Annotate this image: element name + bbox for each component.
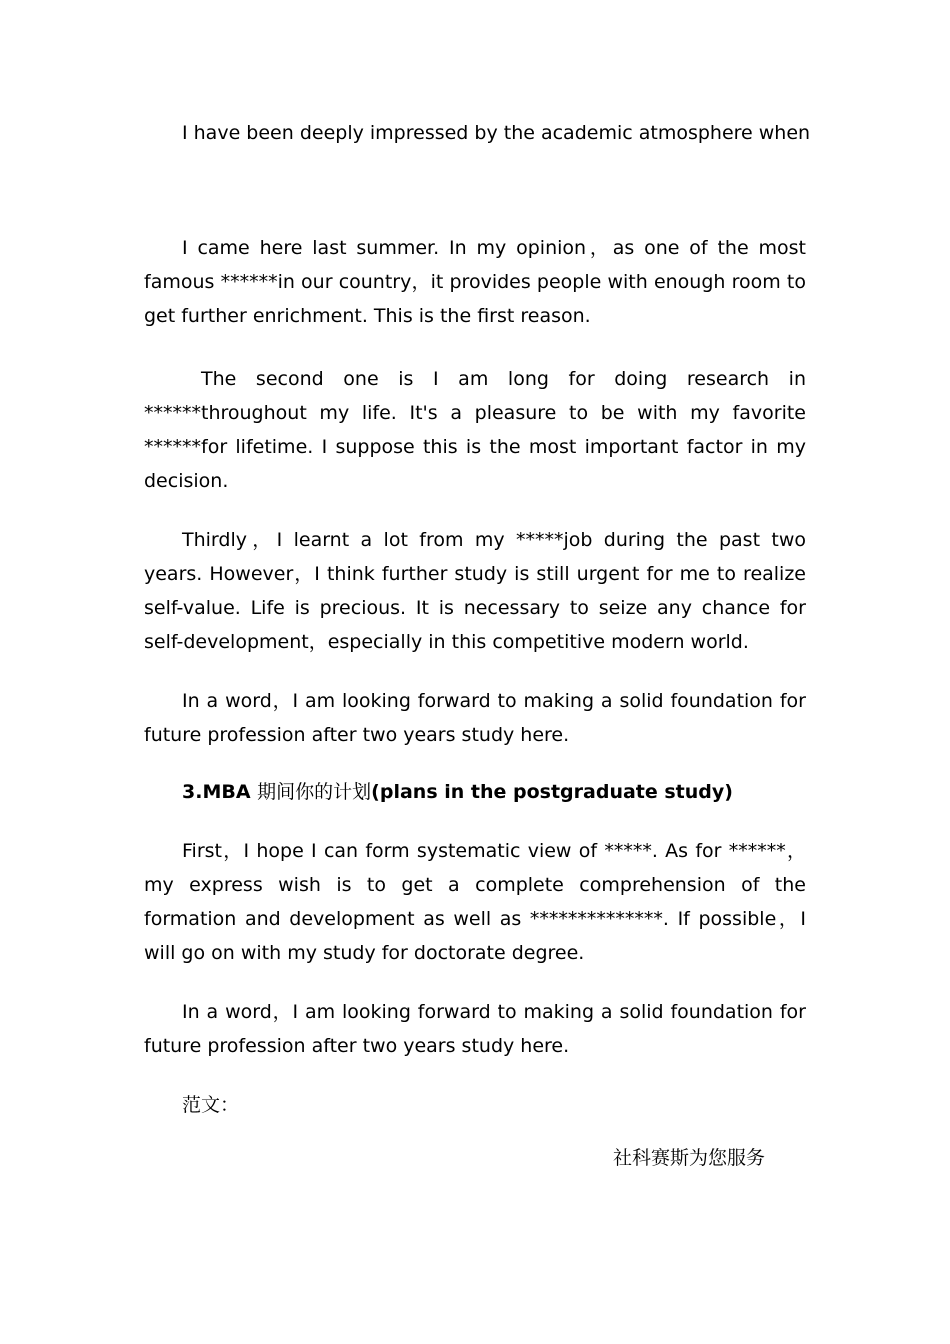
paragraph-third-reason: Thirdly，I learnt a lot from my *****job during the past two years. However，I think further study is still urgent for me to realize self-value. Life is precious. It is necessary to seize any chance for self-development，especially in this competitive modern world. [144,529,806,653]
paragraph-study-plan: First，I hope I can form systematic view of *****. As for ******，my express wish is to get a complete comprehension of the formation and development as well as **************. If possible，I will go on with my study for doctorate degree. [144,840,806,964]
footer-service-text: 社科赛斯为您服务 [613,1147,766,1169]
heading-chinese: 期间你的计划 [257,781,372,803]
section-heading [182,775,733,809]
heading-prefix: 3.MBA [182,781,258,803]
sample-essay-label: 范文： [182,1094,240,1116]
paragraph-second-reason: The second one is I am long for doing research in ******throughout my life. It's a pleasure to be with my favorite ******for lifetime. I suppose this is the most important factor in my decision. [144,368,806,492]
opening-line: I have been deeply impressed by the academic atmosphere when [182,122,811,144]
paragraph-first-reason: I came here last summer. In my opinion，as one of the most famous ******in our country，it provides people with enough room to get further enrichment. This is the first reason. [144,237,806,327]
paragraph-conclusion: In a word，I am looking forward to making a solid foundation for future profession after two years study here. [144,690,806,746]
paragraph-final-conclusion: In a word，I am looking forward to making a solid foundation for future profession after two years study here. [144,1001,806,1057]
heading-suffix: (plans in the postgraduate study) [371,781,733,803]
